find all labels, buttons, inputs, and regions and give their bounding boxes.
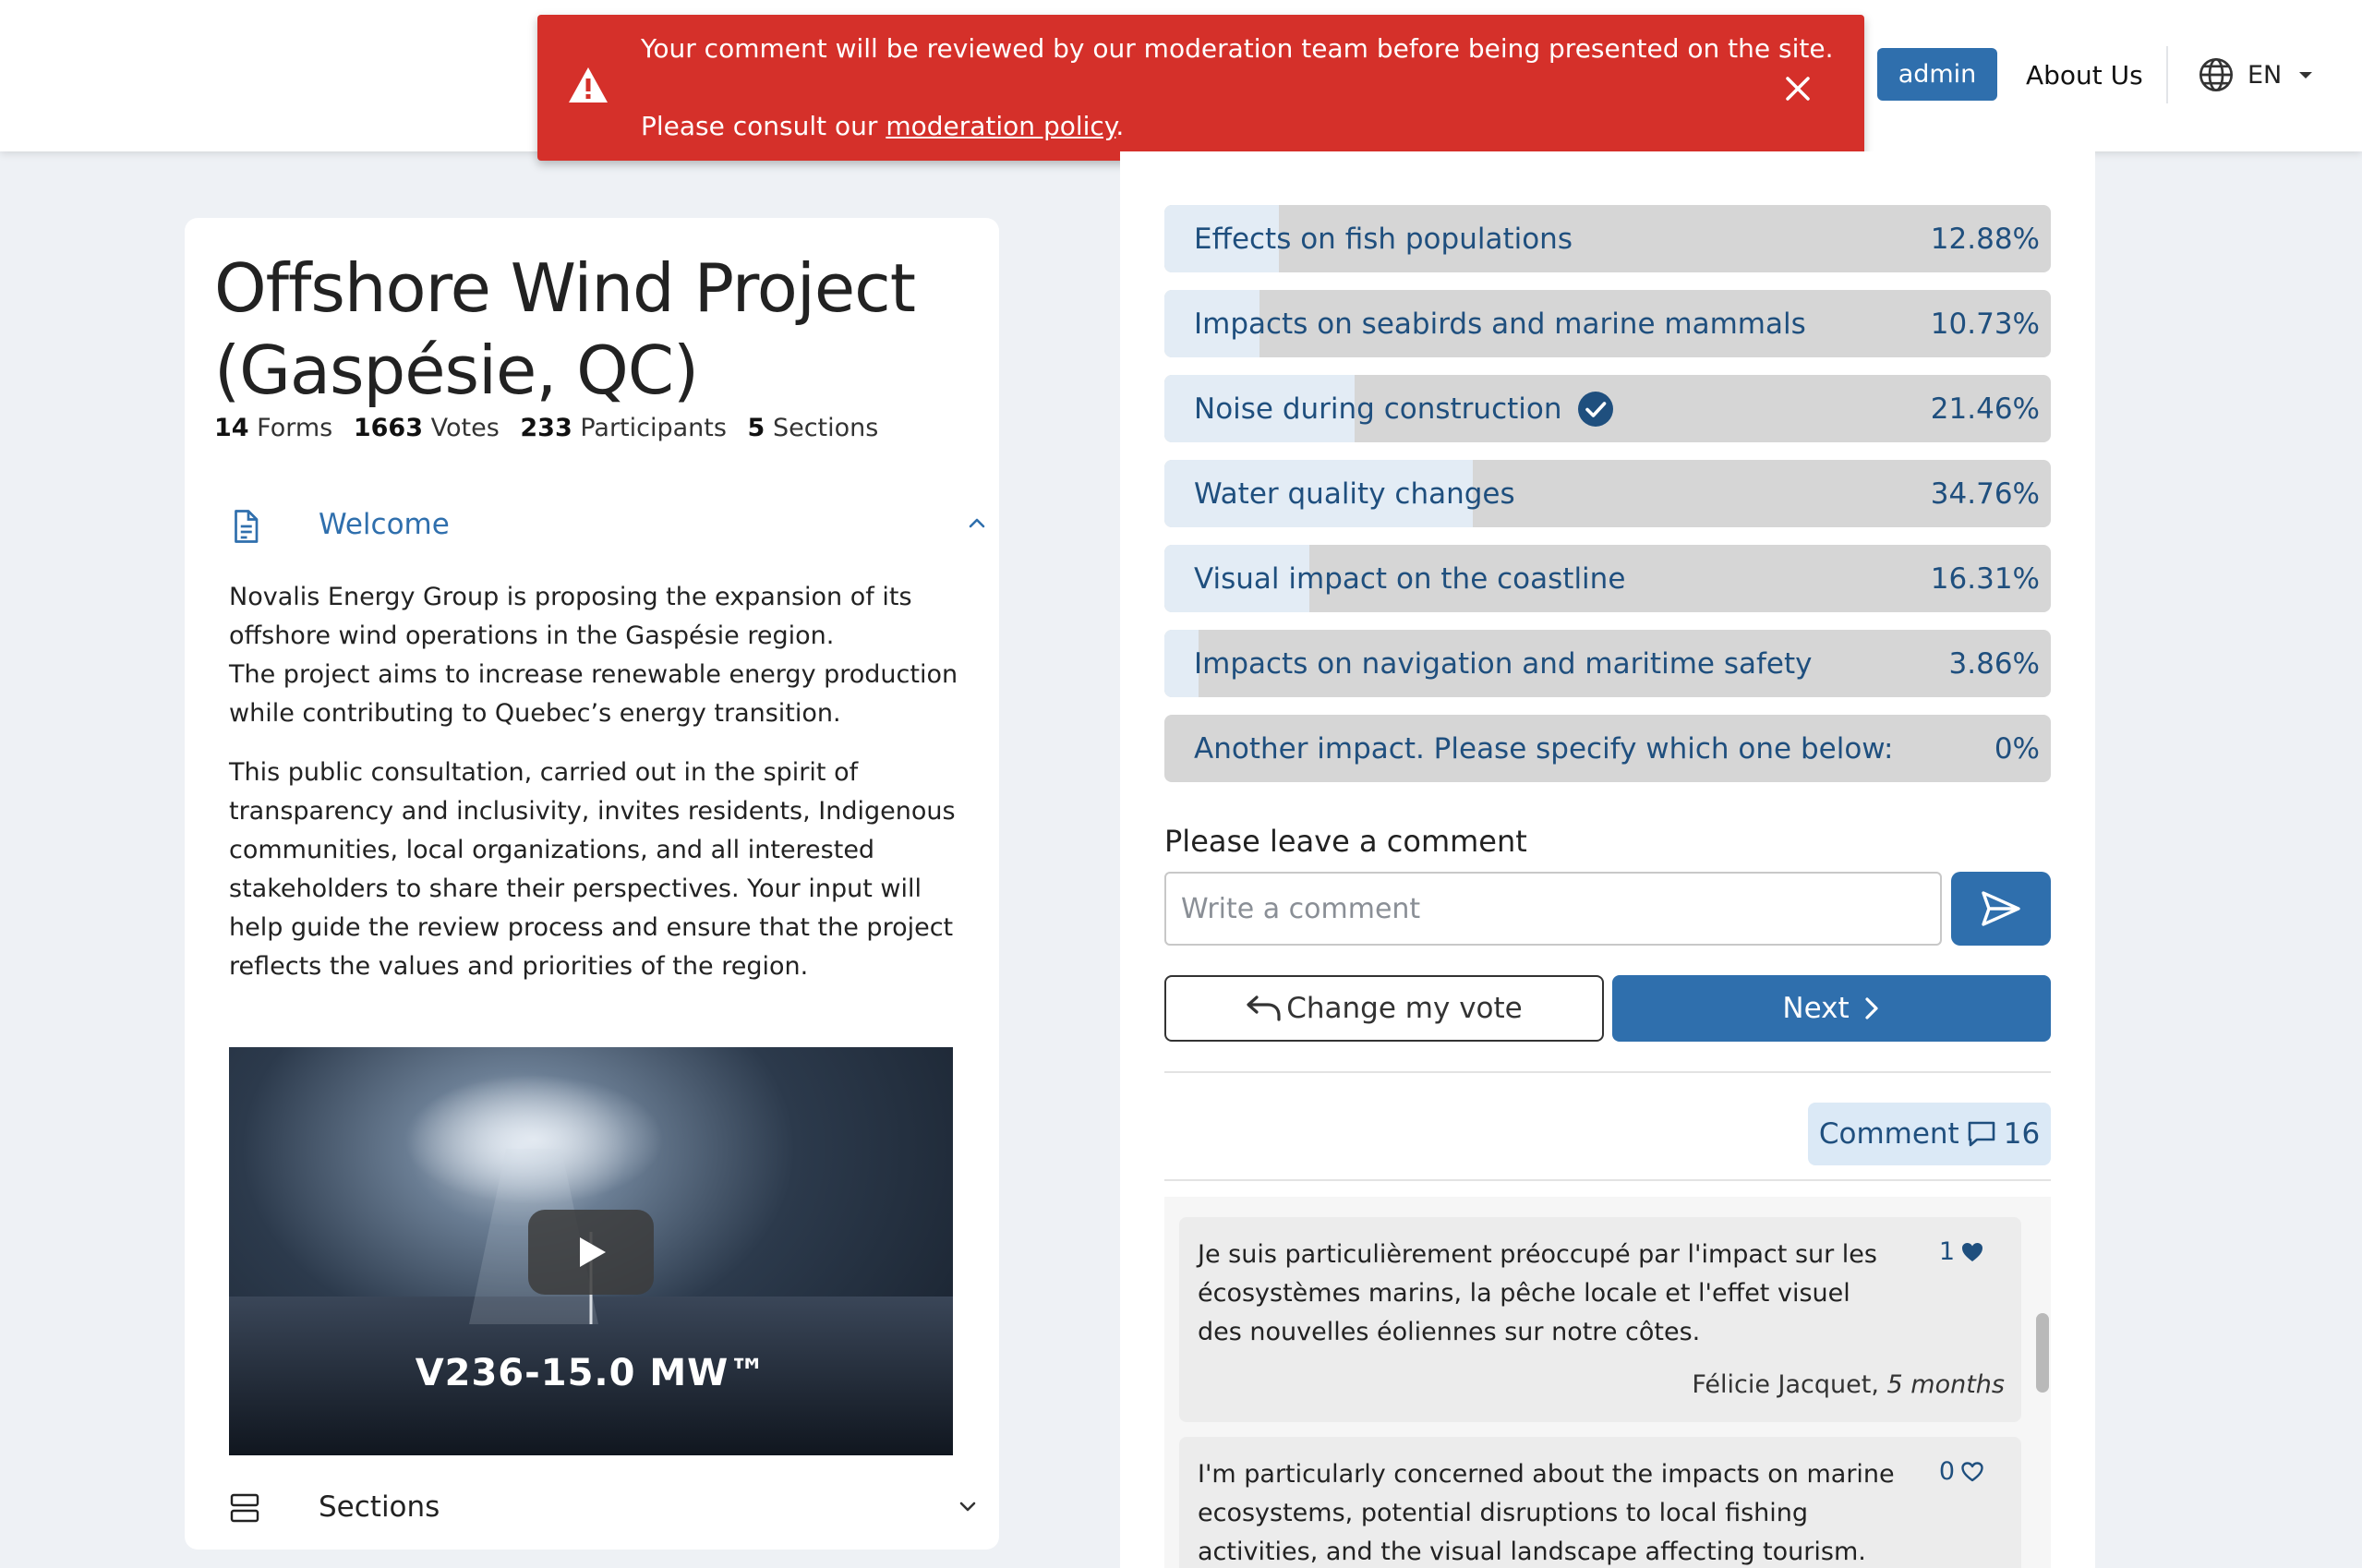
participants-count: 233 bbox=[520, 414, 572, 442]
poll-option-label: Noise during construction bbox=[1194, 392, 1562, 426]
comments-toggle-label: Comment bbox=[1818, 1117, 1959, 1151]
heart-outline-icon bbox=[1960, 1461, 1984, 1483]
chevron-down-icon bbox=[2295, 64, 2317, 86]
alert-policy-line bbox=[641, 111, 1124, 141]
heart-filled-icon bbox=[1960, 1241, 1984, 1263]
close-icon[interactable] bbox=[1779, 70, 1816, 107]
sections-icon bbox=[229, 1492, 260, 1524]
alert-message: Your comment will be reviewed by our moderation team before being presented on the site. bbox=[641, 33, 1834, 64]
page-title: Offshore Wind Project (Gaspésie, QC) bbox=[214, 249, 915, 409]
admin-button[interactable]: admin bbox=[1877, 48, 1997, 101]
like-button[interactable] bbox=[1939, 1237, 1984, 1266]
language-selector[interactable] bbox=[2198, 50, 2317, 100]
like-button[interactable] bbox=[1939, 1457, 1984, 1486]
comment-author bbox=[1692, 1370, 2005, 1399]
document-icon bbox=[229, 508, 262, 545]
check-circle-icon bbox=[1577, 391, 1614, 428]
comments-count: 16 bbox=[2003, 1117, 2041, 1151]
poll-option-percent: 21.46% bbox=[1930, 392, 2040, 426]
comment-icon bbox=[1967, 1120, 1996, 1148]
video-player[interactable] bbox=[229, 1047, 953, 1455]
comment-input[interactable] bbox=[1164, 872, 1942, 946]
next-button[interactable] bbox=[1612, 975, 2051, 1042]
alert-policy-prefix: Please consult our bbox=[641, 111, 886, 141]
change-vote-label: Change my vote bbox=[1286, 992, 1523, 1025]
header-divider bbox=[2166, 46, 2168, 103]
about-us-link[interactable]: About Us bbox=[2026, 59, 2143, 90]
sections-label: Sections bbox=[772, 414, 879, 442]
poll-option-percent: 10.73% bbox=[1930, 307, 2040, 341]
welcome-accordion-header[interactable] bbox=[229, 504, 968, 550]
poll-option-percent: 12.88% bbox=[1930, 222, 2040, 256]
send-icon bbox=[1981, 890, 2021, 927]
forms-count: 14 bbox=[214, 414, 249, 442]
votes-count: 1663 bbox=[353, 414, 424, 442]
poll-option-fish[interactable] bbox=[1164, 205, 2051, 272]
next-label: Next bbox=[1782, 992, 1850, 1025]
comment-text: Je suis particulièrement préoccupé par l'impact sur les écosystèmes marins, la pêche locale et l'effet visuel des nouvelles éoliennes sur notre côtes. bbox=[1198, 1240, 1877, 1346]
welcome-paragraph-2: This public consultation, carried out in the spirit of transparency and inclusivity, invites residents, Indigenous communities, local organizations, and all interested stakeholders to share their perspectives. Your input will help guide the review process and ensure that the project reflects the values and priorities of the region. bbox=[229, 758, 956, 981]
like-count: 1 bbox=[1938, 1237, 1955, 1266]
comment-item bbox=[1179, 1437, 2021, 1568]
poll-option-percent: 34.76% bbox=[1930, 476, 2040, 511]
poll-option-other[interactable] bbox=[1164, 715, 2051, 782]
votes-label: Votes bbox=[430, 414, 500, 442]
send-comment-button[interactable] bbox=[1951, 872, 2051, 946]
comment-prompt: Please leave a comment bbox=[1164, 824, 1527, 859]
comment-text: I'm particularly concerned about the impacts on marine ecosystems, potential disruptions to local fishing activities, and the visual landscape affecting tourism. bbox=[1198, 1460, 1895, 1566]
sections-count: 5 bbox=[747, 414, 765, 442]
comments-scrollbar[interactable] bbox=[2036, 1313, 2049, 1393]
poll-option-noise[interactable] bbox=[1164, 375, 2051, 442]
like-count: 0 bbox=[1938, 1457, 1955, 1486]
warning-icon bbox=[567, 66, 609, 104]
globe-icon bbox=[2198, 56, 2235, 93]
language-code: EN bbox=[2248, 60, 2283, 90]
poll-option-seabirds[interactable] bbox=[1164, 290, 2051, 357]
project-card bbox=[185, 218, 999, 1550]
alert-policy-suffix: . bbox=[1115, 111, 1125, 141]
forms-label: Forms bbox=[257, 414, 333, 442]
video-caption: V236-15.0 MW™ bbox=[415, 1352, 767, 1394]
poll-option-label: Another impact. Please specify which one below: bbox=[1194, 731, 1894, 766]
play-icon bbox=[571, 1232, 611, 1272]
poll-option-label: Water quality changes bbox=[1194, 476, 1515, 511]
divider bbox=[1164, 1071, 2051, 1073]
poll-option-percent: 3.86% bbox=[1948, 646, 2040, 681]
poll-option-label: Effects on fish populations bbox=[1194, 222, 1573, 256]
author-name: Félicie Jacquet, bbox=[1692, 1370, 1879, 1399]
welcome-paragraph-1: Novalis Energy Group is proposing the expansion of its offshore wind operations in the Gaspésie region. The project aims to increase renewable energy production while contributing to Quebec’s energy transition. bbox=[229, 583, 958, 728]
moderation-alert bbox=[537, 15, 1864, 161]
moderation-policy-link[interactable]: moderation policy bbox=[886, 111, 1116, 141]
change-vote-button[interactable] bbox=[1164, 975, 1604, 1042]
comments-list bbox=[1164, 1197, 2051, 1568]
undo-icon bbox=[1246, 994, 1283, 1023]
poll-option-percent: 0% bbox=[1994, 731, 2040, 766]
divider bbox=[1164, 1179, 2051, 1181]
chevron-up-icon[interactable] bbox=[964, 510, 990, 536]
poll-option-percent: 16.31% bbox=[1930, 561, 2040, 596]
poll-option-label: Impacts on seabirds and marine mammals bbox=[1194, 307, 1806, 341]
poll-panel bbox=[1120, 151, 2095, 1568]
poll-option-label: Visual impact on the coastline bbox=[1194, 561, 1626, 596]
chevron-down-icon[interactable] bbox=[955, 1494, 981, 1520]
participants-label: Participants bbox=[580, 414, 727, 442]
project-stats bbox=[214, 414, 878, 442]
poll-option-water-quality[interactable] bbox=[1164, 460, 2051, 527]
chevron-right-icon bbox=[1862, 995, 1881, 1021]
comment-item bbox=[1179, 1217, 2021, 1422]
play-button[interactable] bbox=[528, 1210, 654, 1295]
comments-toggle-button[interactable] bbox=[1808, 1103, 2051, 1165]
sections-accordion-header[interactable] bbox=[229, 1487, 968, 1533]
poll-option-navigation[interactable] bbox=[1164, 630, 2051, 697]
comment-age: 5 months bbox=[1886, 1370, 2005, 1399]
poll-option-label: Impacts on navigation and maritime safety bbox=[1194, 646, 1813, 681]
welcome-label: Welcome bbox=[319, 508, 450, 541]
poll-option-visual-impact[interactable] bbox=[1164, 545, 2051, 612]
sections-label: Sections bbox=[319, 1490, 440, 1524]
